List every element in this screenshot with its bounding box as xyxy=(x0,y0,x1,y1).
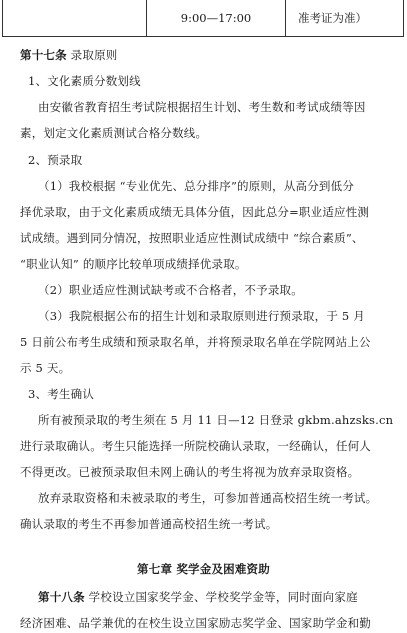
article-18-label: 第十八条 xyxy=(38,590,85,604)
para4-line-3: 不得更改。已被预录取但未网上确认的考生将视为放弃录取资格。 xyxy=(20,465,360,479)
para5-line-2: 确认录取的考生不再参加普通高校招生统一考试。 xyxy=(20,517,278,531)
para2-line-1: （2）职业适应性测试缺考或不合格者，不予录取。 xyxy=(38,283,303,297)
para4-line-2: 进行录取确认。考生只能选择一所院校确认录取，一经确认，任何人 xyxy=(20,439,371,453)
table-cell-time: 9:00—17:00 xyxy=(147,0,286,37)
table-cell-empty xyxy=(2,0,147,37)
para1-line-2: 择优录取，由于文化素质成绩无具体分值，因此总分=职业适应性测 xyxy=(20,205,370,219)
article-18-text: 学校设立国家奖学金、学校奖学金等，同时面向家庭 xyxy=(84,590,358,604)
para1-line-1: （1）我校根据 “专业优先、总分排序”的原则，从高分到低分 xyxy=(38,179,355,193)
para5-line-1: 放弃录取资格和未被录取的考生，可参加普通高校招生统一考试。 xyxy=(38,491,378,505)
article-17-title: 录取原则 xyxy=(66,48,118,62)
para4-line-1: 所有被预录取的考生须在 5 月 11 日—12 日登录 gkbm.ahzsks.cn xyxy=(38,413,394,427)
para3-line-3: 示 5 天。 xyxy=(20,361,71,375)
sub1-line-1: 由安徽省教育招生考试院根据招生计划、考生数和考试成绩等因 xyxy=(38,100,366,114)
sub2-title: 2、预录取 xyxy=(28,153,83,167)
article-18-line-2: 经济困难、品学兼优的在校生设立国家励志奖学金、国家助学金和勤 xyxy=(20,616,371,630)
sub1-line-2: 素，划定文化素质测试合格分数线。 xyxy=(20,126,208,140)
para3-line-1: （3）我院根据公布的招生计划和录取原则进行预录取，于 5 月 xyxy=(38,309,365,323)
para1-line-3: 试成绩。遇到同分情况，按照职业适应性测试成绩中 “综合素质”、 xyxy=(20,231,364,245)
article-17-heading xyxy=(0,47,407,63)
article-18-line-1 xyxy=(0,589,407,605)
chapter-7-title: 第七章 奖学金及困难资助 xyxy=(137,562,270,576)
para3-line-2: 5 日前公布考生成绩和预录取名单，并将预录取名单在学院网站上公 xyxy=(20,335,371,349)
para1-line-4: “职业认知” 的顺序比较单项成绩择优录取。 xyxy=(20,257,247,271)
sub1-title: 1、文化素质分数划线 xyxy=(28,74,141,88)
schedule-table-row xyxy=(2,0,405,38)
article-17-label: 第十七条 xyxy=(20,48,67,62)
table-cell-note: 准考证为准） xyxy=(286,0,404,37)
sub3-title: 3、考生确认 xyxy=(28,387,95,401)
